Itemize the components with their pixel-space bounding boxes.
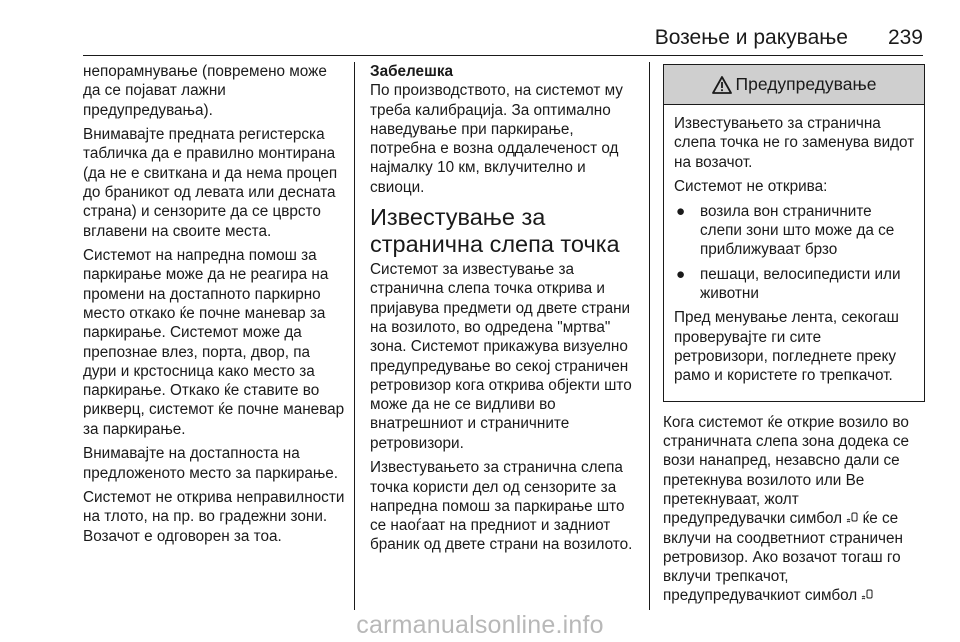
- warning-text: Известувањето за странична слепа точка не го заменува видот на возачот.: [674, 115, 915, 171]
- column-2: [370, 62, 635, 560]
- column-1: [83, 62, 346, 551]
- page-number: 239: [887, 26, 923, 49]
- column-divider-1: [354, 62, 355, 610]
- page-header: [0, 0, 960, 58]
- chapter-title: Возење и ракување: [654, 26, 848, 49]
- list-item-text: возила вон страничните слепи зони што може да се приближуваат брзо: [700, 202, 895, 259]
- paragraph: непорамнување (повремено може да се појават лажни предупредувања).: [83, 63, 327, 119]
- list-item: [674, 265, 915, 304]
- warning-title: Предупредување: [735, 73, 877, 94]
- warning-list: [674, 202, 915, 304]
- warning-text: Пред менување лента, секогаш проверувајте ги сите ретровизори, погледнете преку рамо и користете го трепкачот.: [674, 309, 899, 385]
- paragraph: Системот не открива неправилности на тлото, на пр. во градежни зони. Возачот е одговорен за тоа.: [83, 488, 345, 545]
- list-item-text: пешаци, велосипедисти или животни: [700, 265, 901, 302]
- note-title: Забелешка: [370, 63, 453, 80]
- warning-header: [664, 65, 924, 105]
- bullet-dot: ●: [676, 265, 686, 283]
- paragraph-text: ќе се вклучи на соодветниот страничен ретровизор. Ако возачот тогаш го вклучи трепкачот,: [663, 510, 903, 586]
- section-heading: Известување за странична слепа точка: [370, 204, 620, 258]
- paragraph: Известувањето за странична слепа точка користи дел од сензорите за напредна помош за паркирање што се наоѓаат на предниот и задниот браник од двете страни на возилото.: [370, 459, 633, 554]
- paragraph-text: предупредувачки симбол: [663, 510, 843, 528]
- watermark: carmanualsonline.info: [356, 611, 604, 639]
- warning-triangle-icon: [712, 76, 732, 94]
- paragraph-text: предупредувачкиот симбол: [663, 587, 858, 605]
- warning-text: Системот не открива:: [674, 178, 828, 196]
- bullet-dot: ●: [676, 202, 686, 220]
- note-text: По производството, на системот му треба калибрација. За оптимално наведување при паркирање, потребна е возна оддалеченост од најмалку 10 км, вклучително и свиоци.: [370, 82, 623, 196]
- column-3: [663, 62, 925, 611]
- header-rule: [83, 55, 923, 56]
- paragraph: Внимавајте на достапноста на предложеното место за паркирање.: [83, 445, 339, 482]
- paragraph: Внимавајте предната регистерска табличка да е правилно монтирана (да не е свиткана и да нема процеп до браникот од левата или десната страна) и сензорите да се цврсто вглавени на своите места.: [83, 126, 338, 240]
- paragraph: Системот на напредна помош за паркирање може да не реагира на промени на достапното паркирно место откако ќе почне маневар за паркирање. Системот може да препознае влез, порта, двор, па дури и крстосница како место за паркирање. Откако ќе ставите во рикверц, системот ќе почне маневар за паркирање.: [83, 247, 345, 438]
- paragraph: Системот за известување за странична слепа точка открива и пријавува предмети од двете страни на возилото, во одредена "мртва" зона. Системот прикажува визуелно предупредување во секој страничен ретровизор кога открива објекти што може да не се видливи во внатрешниот и страничните ретровизори.: [370, 261, 632, 452]
- blind-spot-symbol-icon: [861, 589, 873, 601]
- column-divider-2: [649, 62, 650, 610]
- paragraph-text: Кога системот ќе открие возило во страничната слепа зона додека се вози нанапред, незавсно дали се претекнува возилото или Ве претекнуваат, жолт: [663, 413, 909, 508]
- warning-body: [664, 105, 924, 401]
- note: [370, 62, 635, 197]
- warning-box: [663, 64, 925, 402]
- blind-spot-symbol-icon: [846, 512, 858, 524]
- paragraph: [663, 413, 925, 606]
- list-item: [674, 202, 915, 260]
